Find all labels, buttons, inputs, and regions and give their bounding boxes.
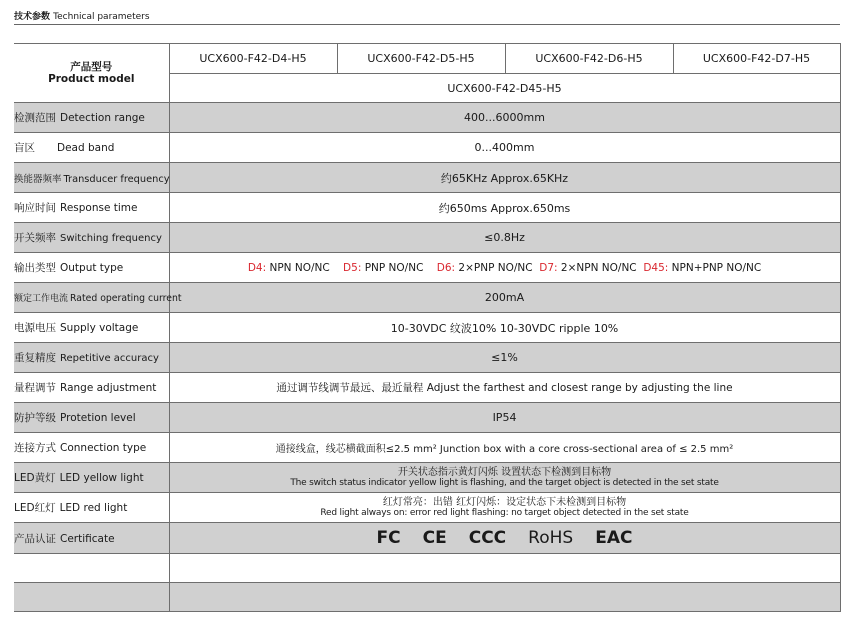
empty-cell [169,554,840,583]
table-row-empty [14,583,840,612]
row-label-cn: 开关频率 [14,232,56,244]
product-model-label [14,44,169,103]
row-label [14,283,182,313]
row-value-line-en: The switch status indicator yellow light is flashing, and the target object is detected in the set state [290,477,719,488]
row-label-cn: 换能器频率 [14,173,62,185]
row-label-cn: 重复精度 [14,352,56,364]
table-row [14,493,840,523]
row-label [14,103,169,133]
row-value-two-line [169,463,840,493]
row-label-en: Repetitive accuracy [60,353,159,364]
table-row [14,463,840,493]
row-label [14,373,169,403]
row-value: 10-30VDC 纹波10% 10-30VDC ripple 10% [169,313,840,343]
row-value: IP54 [169,403,840,433]
heading-divider [14,24,840,25]
row-value-two-line [169,493,840,523]
table-row [14,373,840,403]
table-row [14,223,840,253]
row-label-en: Rated operating current [70,293,182,304]
rohs-logo-icon: RoHS [528,528,574,548]
table-row [14,313,840,343]
row-label [14,493,169,523]
ce-logo-icon: CE [422,528,447,548]
output-text-d4: NPN NO/NC [266,261,330,274]
row-label-en: Supply voltage [60,322,139,334]
output-type-values [169,253,840,283]
output-code-d7: D7: [539,261,558,274]
section-heading [14,9,150,22]
certificate-logos [169,523,840,554]
row-label-cn: 防护等级 [14,412,56,424]
row-label [14,343,169,373]
row-value: 200mA [169,283,840,313]
ccc-logo-icon: CCC [468,528,507,548]
row-label-cn: 额定工作电流 [14,294,69,304]
output-code-d5: D5: [343,261,362,274]
row-label-en: LED yellow light [59,472,144,484]
table-row-certificate [14,523,840,554]
row-value: 约65KHz Approx.65KHz [169,163,840,193]
row-label-en: Transducer frequency [63,173,170,185]
row-label [14,313,169,343]
model-cell-d45: UCX600-F42-D45-H5 [169,74,840,103]
table-row [14,433,840,463]
row-value-line-cn: 红灯常亮：出错 红灯闪烁：设定状态下未检测到目标物 [382,496,627,508]
output-text-d7: 2×NPN NO/NC [557,261,637,274]
row-value: 通过调节线调节最远、最近量程 Adjust the farthest and closest range by adjusting the line [169,373,840,403]
output-code-d45: D45: [643,261,669,274]
row-value-line-cn: 开关状态指示黄灯闪烁 设置状态下检测到目标物 [397,466,612,478]
row-label-cn: 检测范围 [14,112,56,124]
row-label-en: Dead band [57,142,115,154]
row-label-cn: LED红灯 [14,502,56,514]
row-label-cn: 量程调节 [14,382,56,394]
row-label-cn: 产品认证 [14,532,56,545]
row-label-en: Protetion level [60,412,136,424]
output-text-d45: NPN+PNP NO/NC [668,261,762,274]
row-label [14,253,169,283]
eac-logo-icon: EAC [595,528,633,548]
row-label [14,463,169,493]
row-label-cn: 电源电压 [14,322,56,334]
row-label-cn: 盲区 [14,142,35,154]
section-heading-cn: 技术参数 [14,12,51,22]
table-row-model [14,44,840,74]
row-label-en: Range adjustment [60,382,157,394]
product-model-label-cn: 产品型号 [70,61,113,73]
table-row-output-type [14,253,840,283]
row-label-cn: LED黄灯 [14,472,56,484]
row-label [14,163,169,193]
table-row [14,133,840,163]
table-row [14,343,840,373]
row-value: 400...6000mm [169,103,840,133]
row-label-en: LED red light [59,502,128,514]
row-label-en: Connection type [60,442,147,454]
output-code-d4: D4: [247,261,267,274]
model-cell-d5: UCX600-F42-D5-H5 [337,44,505,74]
row-label-en: Switching frequency [60,233,162,244]
row-label-cn: 输出类型 [14,262,56,274]
table-row [14,283,840,313]
row-label-en: Output type [60,262,124,274]
row-label [14,523,169,554]
table-row [14,103,840,133]
model-cell-d4: UCX600-F42-D4-H5 [169,44,337,74]
table-row [14,193,840,223]
row-label [14,433,169,463]
output-text-d5: PNP NO/NC [361,261,424,274]
product-model-label-en: Product model [48,73,135,85]
row-value: 0...400mm [169,133,840,163]
spec-table [14,43,841,612]
row-label [14,403,169,433]
row-label-en: Response time [60,202,138,214]
row-label [14,133,169,163]
row-value: 约650ms Approx.650ms [169,193,840,223]
section-heading-en: Technical parameters [53,12,150,22]
row-label-en: Certificate [60,532,115,545]
row-value: ≤1% [169,343,840,373]
output-code-d6: D6: [436,261,456,274]
model-cell-d7: UCX600-F42-D7-H5 [673,44,840,74]
table-row [14,403,840,433]
empty-cell [14,554,169,583]
fcc-logo-icon: FC [376,528,401,548]
row-label-cn: 响应时间 [14,202,56,214]
row-value: 通接线盒，线芯横截面积≤2.5 mm² Junction box with a core cross-sectional area of ≤ 2.5 mm² [169,433,840,463]
empty-cell [169,583,840,612]
model-cell-d6: UCX600-F42-D6-H5 [505,44,673,74]
row-label [14,223,169,253]
output-text-d6: 2×PNP NO/NC [455,261,533,274]
row-label-en: Detection range [60,112,145,124]
row-value: ≤0.8Hz [169,223,840,253]
row-value-line-en: Red light always on: error red light flashing: no target object detected in the set state [320,507,689,518]
row-label [14,193,169,223]
empty-cell [14,583,169,612]
table-row-empty [14,554,840,583]
row-label-cn: 连接方式 [14,442,56,454]
table-row [14,163,840,193]
